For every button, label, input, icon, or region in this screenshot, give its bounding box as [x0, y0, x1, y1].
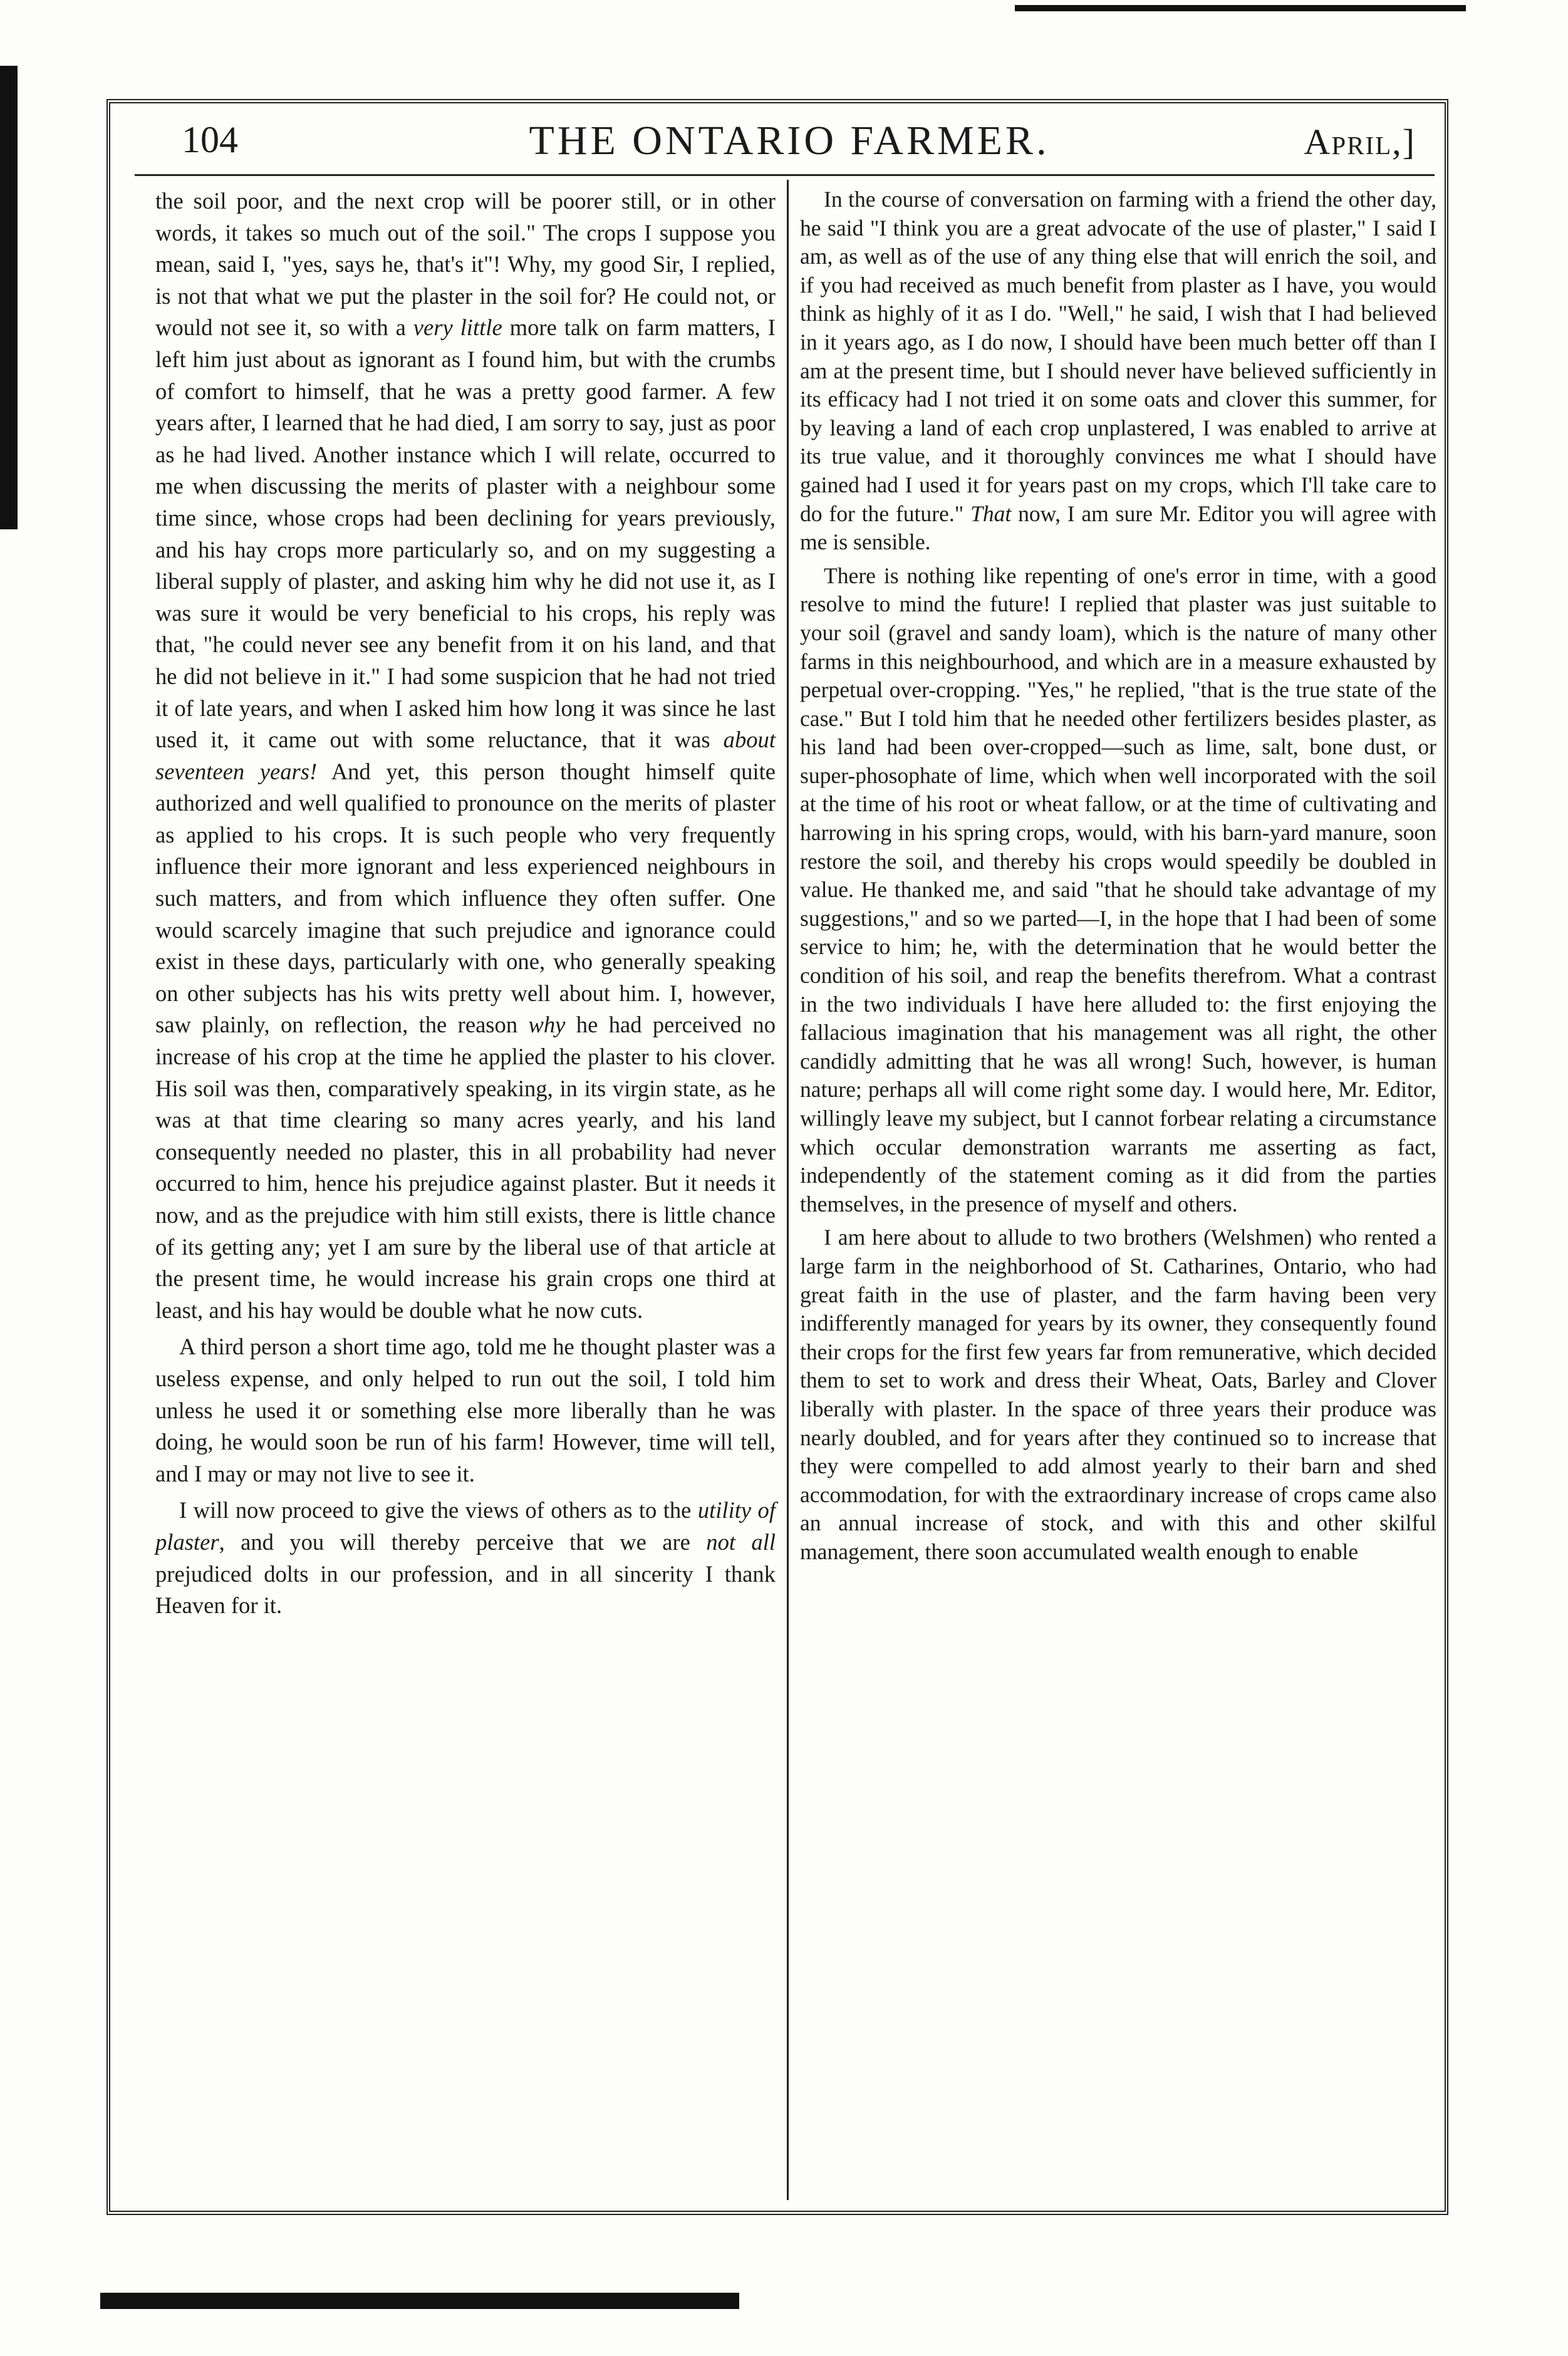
right-column: [800, 185, 1436, 1567]
column-divider: [787, 180, 789, 2200]
scan-bottom-bar: [100, 2293, 739, 2309]
article-paragraph: I am here about to allude to two brothers (Welshmen) who rented a large farm in the neighborhood of St. Catharines, Ontario, who had great faith in the use of plaster, and the farm having been very indifferently managed for years by its owner, they consequently found their crops for the first few years far from remunerative, which decided them to set to work and dress their Wheat, Oats, Barley and Clover liberally with plaster. In the space of three years their produce was nearly doubled, and for years after they continued so to increase that they were compelled to add almost yearly to their barn and shed accommodation, for with the extraordinary increase of crops came also an annual increase of stock, and with this and other skilful management, there soon accumulated wealth enough to enable: [800, 1225, 1436, 1564]
scan-edge-rule: [1015, 5, 1466, 11]
article-paragraph: There is nothing like repenting of one's error in time, with a good resolve to mind the future! I replied that plaster was just suitable to your soil (gravel and sandy loam), which is the nature of many other farms in this neighbourhood, and which are in a measure exhausted by perpetual over-cropping. "Yes," he replied, "that is the true state of the case." But I told him that he needed other fertilizers besides plaster, as his land had been over-cropped—such as lime, salt, bone dust, or super-phosophate of lime, which when well incorporated with the soil at the time of his root or wheat fallow, or at the time of cultivating and harrowing in his spring crops, would, with his barn-yard manure, soon restore the soil, and thereby his crops would speedily be doubled in value. He thanked me, and said "that he should take advantage of my suggestions," and so we parted—I, in the hope that I had been of some service to him; he, with the determination that he would better the condition of his soil, and reap the benefits therefrom. What a contrast in the two individuals I have here alluded to: the first enjoying the fallacious imagination that his management was all right, the other candidly admitting that he was all wrong! Such, however, is human nature; perhaps all will come right some day. I would here, Mr. Editor, willingly leave my subject, but I cannot forbear relating a circumstance which occular demonstration warrants me asserting as fact, independently of the statement coming as it did from the parties themselves, in the presence of myself and others.: [800, 563, 1436, 1217]
page-number: 104: [182, 119, 238, 160]
page-header: [135, 115, 1444, 165]
article-paragraph: the soil poor, and the next crop will be poorer still, or in other words, it takes so much out of the soil." The crops I suppose you mean, said I, "yes, says he, that's it"! Why, my good Sir, I replied, is not that what we put the plaster in the soil for? He could not, or would not see it, so with a very little more talk on farm matters, I left him just about as ignorant as I found him, but with the crumbs of comfort to himself, that he was a pretty good farmer. A few years after, I learned that he had died, I am sorry to say, just as poor as he had lived. Another instance which I will relate, occurred to me when discussing the merits of plaster with a neighbour some time since, whose crops had been declining for years previously, and his hay crops more particularly so, and on my suggesting a liberal supply of plaster, and asking him why he did not use it, as I was sure it would be very beneficial to his crops, his reply was that, "he could never see any benefit from it on his land, and that he did not believe in it." I had some suspicion that he had not tried it of late years, and when I asked him how long it was since he last used it, it came out with some reluctance, that it was about seventeen years! And yet, this person thought himself quite authorized and well qualified to pronounce on the merits of plaster as applied to his crops. It is such people who very frequently influence their more ignorant and less experienced neighbours in such matters, and from which influence they often suffer. One would scarcely imagine that such prejudice and ignorance could exist in these days, particularly with one, who generally speaking on other subjects has his wits pretty well about him. I, however, saw plainly, on reflection, the reason why he had perceived no increase of his crop at the time he applied the plaster to his clover. His soil was then, comparatively speaking, in its virgin state, as he was at that time clearing so many acres yearly, and his land consequently needed no plaster, this in all probability had never occurred to him, hence his prejudice against plaster. But it needs it now, and as the prejudice with him still exists, there is little chance of its getting any; yet I am sure by the liberal use of that article at the present time, he would increase his grain crops one third at least, and his hay would be double what he now cuts.: [155, 188, 776, 1323]
journal-title: THE ONTARIO FARMER.: [529, 118, 1050, 163]
article-paragraph: I will now proceed to give the views of others as to the utility of plaster, and you will thereby perceive that we are not all prejudiced dolts in our profession, and in all sincerity I thank Heaven for it.: [155, 1497, 776, 1619]
issue-month: April,]: [1304, 122, 1416, 162]
header-rule: [135, 174, 1435, 176]
scan-edge-shadow: [0, 66, 18, 529]
article-paragraph: In the course of conversation on farming with a friend the other day, he said "I think you are a great advocate of the use of plaster," I said I am, as well as of the use of any thing else that will enrich the soil, and if you had received as much benefit from plaster as I have, you would think as highly of it as I do. "Well," he said, I wish that I had believed in it years ago, as I do now, I should have been much better off than I am at the present time, but I should never have believed sufficiently in its efficacy had I not tried it on some oats and clover this summer, for by leaving a land of each crop unplastered, I was enabled to arrive at its true value, and it thoroughly convinces me what I should have gained had I used it for years past on my crops, which I'll take care to do for the future." That now, I am sure Mr. Editor you will agree with me is sensible.: [800, 187, 1436, 555]
left-column: [155, 185, 776, 1622]
article-paragraph: A third person a short time ago, told me he thought plaster was a useless expense, and only helped to run out the soil, I told him unless he used it or something else more liberally than he was doing, he would soon be run of his farm! However, time will tell, and I may or may not live to see it.: [155, 1334, 776, 1487]
